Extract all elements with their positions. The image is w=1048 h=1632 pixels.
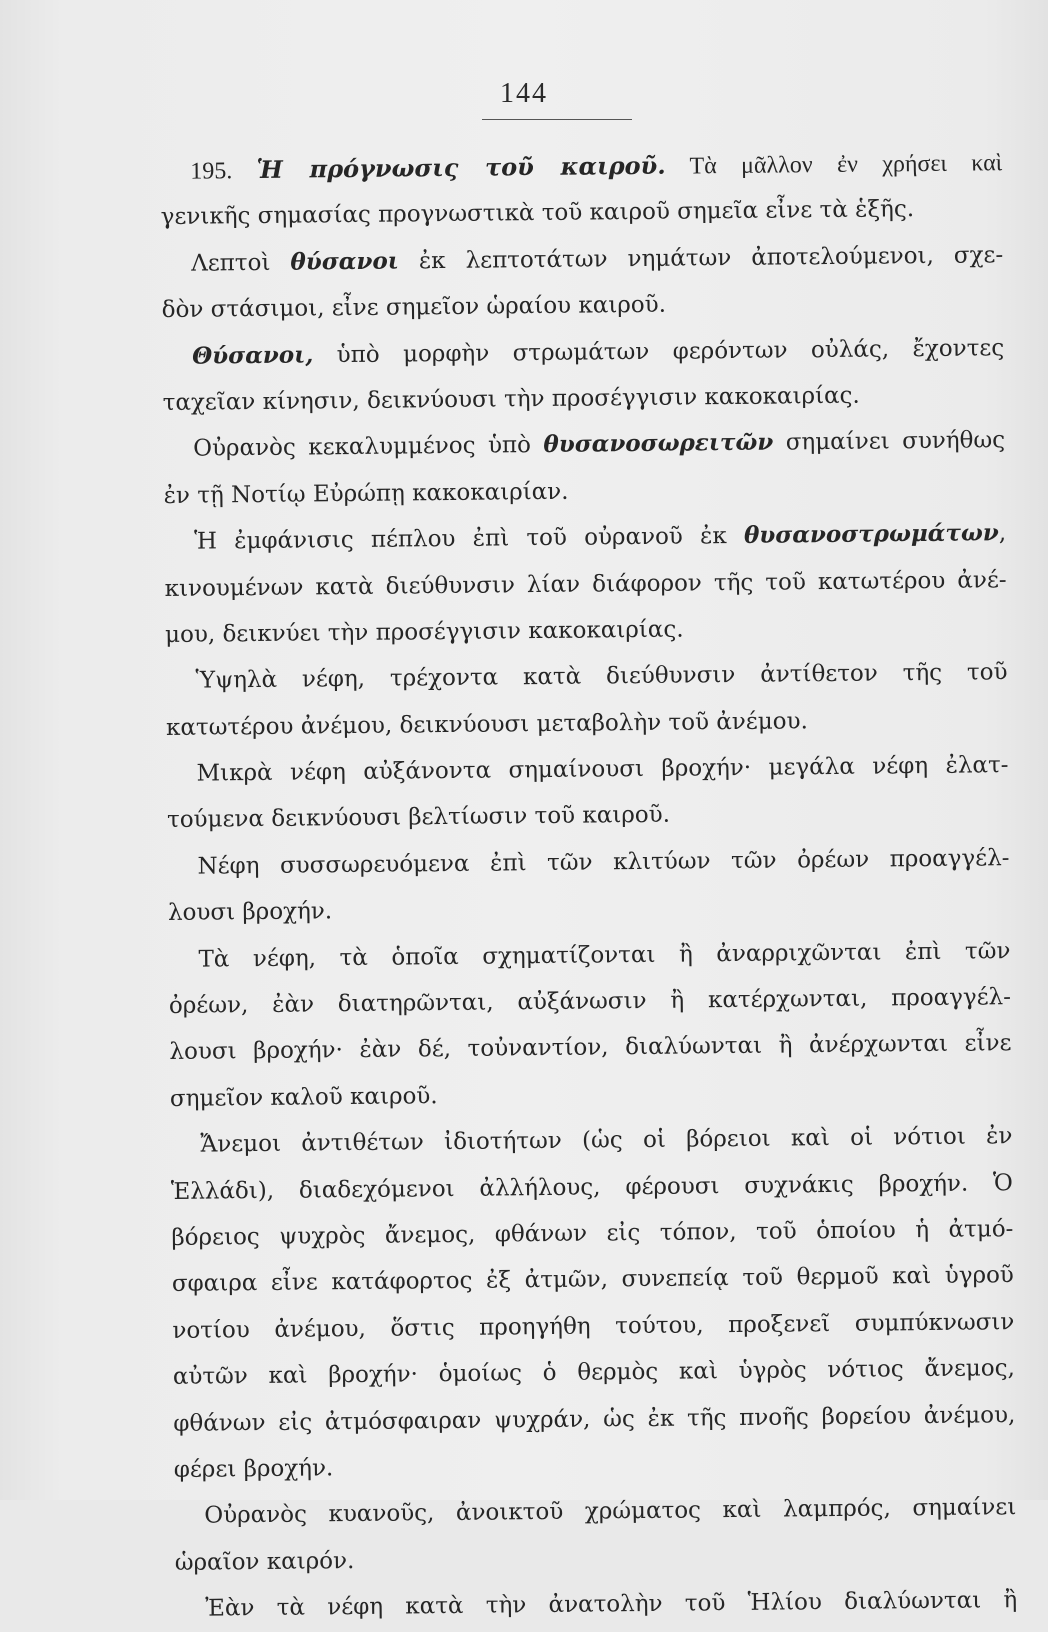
text-line: τούμενα δεικνύουσι βελτίωσιν τοῦ καιροῦ. <box>166 802 671 834</box>
text-line: Οὐρανὸς κυανοῦς, ἀνοικτοῦ χρώματος καὶ λαμπρός, σημαίνει <box>204 1494 1017 1529</box>
text-line: ταχεῖαν κίνησιν, δεικνύουσι τὴν προσέγγισιν κακοκαιρίας. <box>162 382 860 416</box>
body-text <box>160 139 1017 1632</box>
text-line: αὐτῶν καὶ βροχήν· ὁμοίως ὁ θερμὸς καὶ ὑγρὸς νότιος ἄνεμος, <box>172 1355 1015 1391</box>
text-line: Μικρὰ νέφη αὐξάνοντα σημαίνουσι βροχήν· μεγάλα νέφη ἐλατ- <box>196 752 1009 787</box>
text-line: Ἡ ἐμφάνισις πέπλου ἐπὶ τοῦ οὐρανοῦ ἐκ θυσανοστρωμάτων, <box>193 519 1007 555</box>
text-line: γενικῆς σημασίας προγνωστικὰ τοῦ καιροῦ σημεῖα εἶνε τὰ ἑξῆς. <box>160 196 915 231</box>
text-line: σφαιρα εἶνε κατάφορτος ἐξ ἀτμῶν, συνεπείᾳ τοῦ θερμοῦ καὶ ὑγροῦ <box>171 1262 1014 1298</box>
text-line: Λεπτοὶ θύσανοι ἐκ λεπτοτάτων νημάτων ἀποτελούμενοι, σχε- <box>191 241 1004 277</box>
text-line: μου, δεικνύει τὴν προσέγγισιν κακοκαιρίας. <box>164 616 684 648</box>
text-line: 195. Ἡ πρόγνωσις τοῦ καιροῦ. Τὰ μᾶλλον ἐν χρήσει καὶ <box>190 150 1003 185</box>
term-emphasis: θυσανοσωρειτῶν <box>543 428 774 459</box>
text-line: νοτίου ἀνέμου, ὅστις προηγήθη τούτου, προξενεῖ συμπύκνωσιν <box>172 1308 1015 1344</box>
text-line: δὸν στάσιμοι, εἶνε σημεῖον ὡραίου καιροῦ. <box>161 291 667 324</box>
text-line: Οὐρανὸς κεκαλυμμένος ὑπὸ θυσανοσωρειτῶν σημαίνει συνήθως <box>193 427 1006 463</box>
text-line: ὡραῖον καιρόν. <box>174 1547 355 1576</box>
text-line: ὀρέων, ἐὰν διατηρῶνται, αὐξάνωσιν ἢ κατέρχωνται, προαγγέλ- <box>168 984 1012 1019</box>
text-line: λουσι βροχήν· ἐὰν δέ, τοὐναντίον, διαλύωνται ἢ ἀνέρχωνται εἶνε <box>169 1030 1012 1066</box>
text-line: Ὑψηλὰ νέφη, τρέχοντα κατὰ διεύθυνσιν ἀντίθετον τῆς τοῦ <box>195 659 1008 694</box>
text-line: Ἄνεμοι ἀντιθέτων ἰδιοτήτων (ὡς οἱ βόρειοι καὶ οἱ νότιοι ἐν <box>200 1123 1013 1158</box>
text-line: ἐν τῇ Νοτίῳ Εὐρώπῃ κακοκαιρίαν. <box>163 478 569 509</box>
text-line: κατωτέρου ἀνέμου, δεικνύουσι μεταβολὴν τοῦ ἀνέμου. <box>165 707 808 741</box>
page-number: 144 <box>500 78 548 109</box>
text-line: Θύσανοι, ὑπὸ μορφὴν στρωμάτων φερόντων οὐλάς, ἔχοντες <box>192 334 1005 370</box>
text-line: Ἐὰν τὰ νέφη κατὰ τὴν ἀνατολὴν τοῦ Ἡλίου διαλύωνται ἢ <box>205 1587 1018 1622</box>
term-emphasis: θυσανοστρωμάτων <box>743 519 999 550</box>
term-emphasis: Θύσανοι, <box>192 340 314 370</box>
text-line: κινουμένων κατὰ διεύθυνσιν λίαν διάφορον τῆς τοῦ κατωτέρου ἀνέ- <box>164 566 1007 602</box>
text-line: λουσι βροχήν. <box>167 898 333 927</box>
text-line: σημεῖον καλοῦ καιροῦ. <box>169 1082 438 1112</box>
term-emphasis: θύσανοι <box>290 247 399 276</box>
text-line: Ἑλλάδι), διαδεχόμενοι ἀλλήλους, φέρουσι συχνάκις βροχήν. Ὁ <box>170 1169 1014 1205</box>
section-heading: Ἡ πρόγνωσις τοῦ καιροῦ. <box>256 150 666 184</box>
text-line: φέρει βροχήν. <box>173 1455 334 1483</box>
text-line: Τὰ νέφη, τὰ ὁποῖα σχηματίζονται ἢ ἀναρριχῶνται ἐπὶ τῶν <box>198 937 1011 973</box>
text-line: βόρειος ψυχρὸς ἄνεμος, φθάνων εἰς τόπον, τοῦ ὁποίου ἡ ἀτμό- <box>171 1216 1014 1251</box>
text-line: φθάνων εἰς ἀτμόσφαιραν ψυχράν, ὡς ἐκ τῆς πνοῆς βορείου ἀνέμου, <box>173 1401 1016 1437</box>
header-rule <box>482 119 632 120</box>
text-line: Νέφη συσσωρευόμενα ἐπὶ τῶν κλιτύων τῶν ὀρέων προαγγέλ- <box>197 845 1010 880</box>
